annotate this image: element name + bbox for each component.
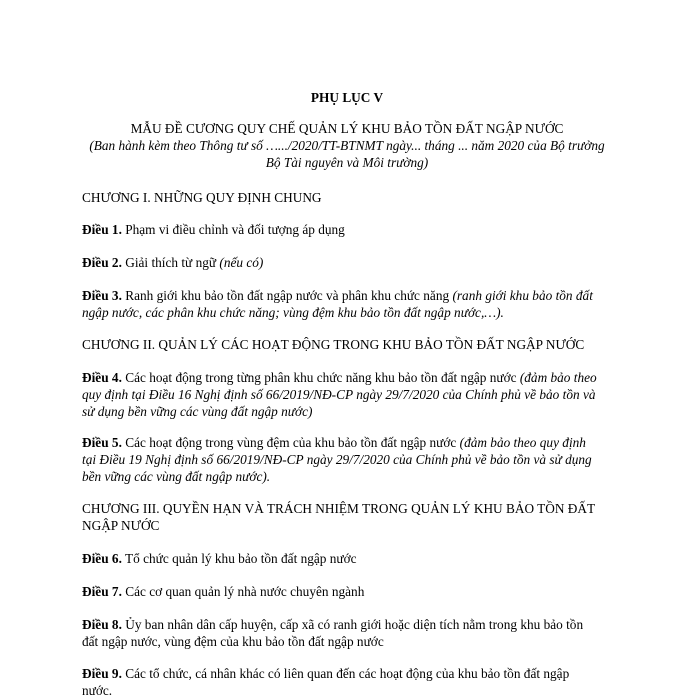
main-title: MẪU ĐỀ CƯƠNG QUY CHẾ QUẢN LÝ KHU BẢO TỒN ĐẤT NGẬP NƯỚC [130,121,564,136]
article-note: ngập nước, các phân khu chức năng; vùng đệm khu bảo tồn đất ngập nước,…). [82,305,504,320]
article-label: Điều 5. [82,435,122,450]
article [82,550,612,567]
article [82,254,612,271]
chapter-heading [82,500,612,534]
article-label: Điều 2. [82,255,122,270]
article-text: đất ngập nước, vùng đệm của khu bảo tồn đất ngập nước [82,634,384,649]
article-label: Điều 6. [82,551,122,566]
article [82,665,612,699]
article-text: nước. [82,683,113,698]
article-note: (nếu có) [219,255,264,270]
article-text: Phạm vi điều chỉnh và đối tượng áp dụng [121,222,345,237]
article [82,287,612,321]
article [82,434,612,485]
subtitle [82,137,612,171]
article-note: (đảm bảo theo [519,370,597,385]
article-note: sử dụng bền vững các vùng đất ngập nước) [82,404,313,419]
article-label: Điều 9. [82,666,122,681]
article-label: Điều 1. [82,222,122,237]
article-label: Điều 8. [82,617,122,632]
annex-title: PHỤ LỤC V [310,90,384,105]
article [82,369,612,420]
article-text: Ranh giới khu bảo tồn đất ngập nước và phân khu chức năng [121,288,453,303]
article-note: tại Điều 19 Nghị định số 66/2019/NĐ-CP ngày 29/7/2020 của Chính phủ về bảo tồn và sử dụng [82,452,592,467]
article-text: Các cơ quan quản lý nhà nước chuyên ngành [121,584,365,599]
subtitle-line: (Ban hành kèm theo Thông tư số ….../2020/TT-BTNMT ngày... tháng ... năm 2020 của Bộ trưởng [89,138,605,153]
article-note: (đảm bảo theo quy định [459,435,586,450]
article-text: Các hoạt động trong từng phân khu chức năng khu bảo tồn đất ngập nước [121,370,520,385]
article-note: (ranh giới khu bảo tồn đất [452,288,593,303]
article-note: bền vững các vùng đất ngập nước). [82,469,271,484]
article-note: quy định tại Điều 16 Nghị định số 66/2019/NĐ-CP ngày 29/7/2020 của Chính phủ về bảo tồn và [82,387,596,402]
article-text: Ủy ban nhân dân cấp huyện, cấp xã có ranh giới hoặc diện tích nằm trong khu bảo tồn [121,617,584,632]
chapter-heading-line: NGẬP NƯỚC [82,518,160,533]
article [82,616,612,650]
article [82,221,612,238]
article-text: Giải thích từ ngữ [121,255,220,270]
article-text: Tổ chức quản lý khu bảo tồn đất ngập nước [121,551,357,566]
article-text: Các hoạt động trong vùng đệm của khu bảo tồn đất ngập nước [121,435,460,450]
subtitle-line: Bộ Tài nguyên và Môi trường) [265,155,429,170]
chapter-heading-line: CHƯƠNG III. QUYỀN HẠN VÀ TRÁCH NHIỆM TRONG QUẢN LÝ KHU BẢO TỒN ĐẤT [82,501,596,516]
article-label: Điều 7. [82,584,122,599]
article-text: Các tổ chức, cá nhân khác có liên quan đến các hoạt động của khu bảo tồn đất ngập [121,666,570,681]
chapter-heading: CHƯƠNG II. QUẢN LÝ CÁC HOẠT ĐỘNG TRONG KHU BẢO TỒN ĐẤT NGẬP NƯỚC [82,337,585,352]
article-label: Điều 3. [82,288,122,303]
chapter-heading: CHƯƠNG I. NHỮNG QUY ĐỊNH CHUNG [82,190,322,205]
article-label: Điều 4. [82,370,122,385]
article [82,583,612,600]
